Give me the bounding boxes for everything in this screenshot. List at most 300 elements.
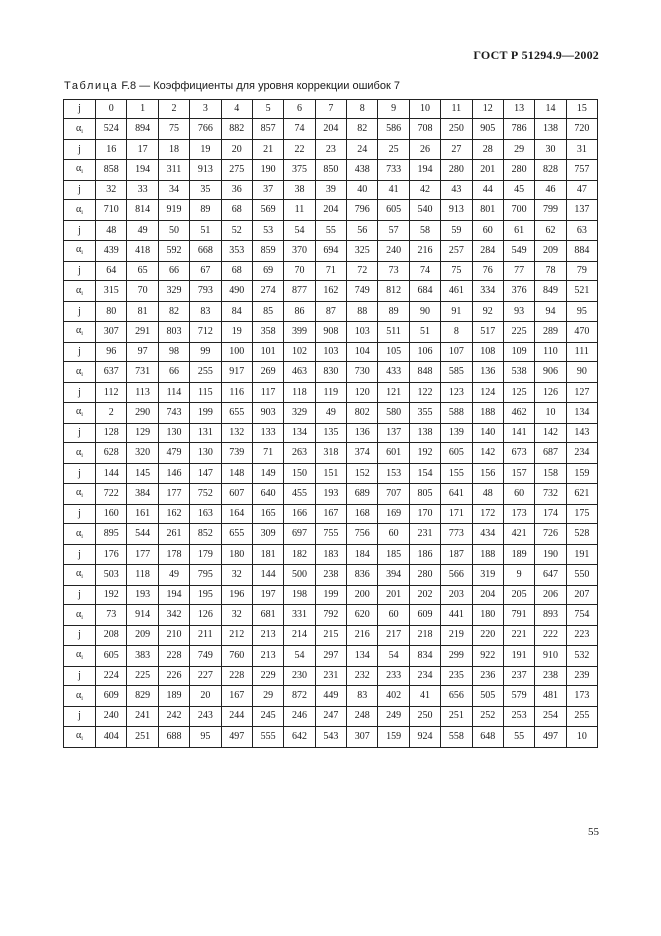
table-cell-alpha: 621 — [566, 483, 597, 504]
table-cell-j: 17 — [127, 140, 158, 159]
table-cell-j: 89 — [378, 302, 409, 321]
table-cell-alpha: 642 — [284, 726, 315, 747]
table-cell-j: 142 — [535, 423, 566, 442]
table-cell-j: 178 — [158, 545, 189, 564]
table-cell-j: 48 — [96, 221, 127, 240]
table-cell-j: 212 — [221, 626, 252, 645]
table-cell-alpha: 609 — [96, 686, 127, 707]
table-cell-j: 192 — [96, 585, 127, 604]
table-cell-alpha: 275 — [221, 159, 252, 180]
table-cell-j: 187 — [441, 545, 472, 564]
table-cell-j: 219 — [441, 626, 472, 645]
table-cell-j: 244 — [221, 707, 252, 726]
table-cell-alpha: 213 — [252, 645, 283, 666]
table-cell-alpha: 648 — [472, 726, 503, 747]
table-cell-alpha: 439 — [96, 240, 127, 261]
alpha-symbol: α — [76, 446, 82, 458]
table-cell-alpha: 449 — [315, 686, 346, 707]
table-cell-alpha: 134 — [566, 402, 597, 423]
alpha-symbol: α — [76, 487, 82, 499]
table-cell-alpha: 355 — [409, 402, 440, 423]
table-cell-j: 117 — [252, 383, 283, 402]
table-cell-j: 120 — [347, 383, 378, 402]
table-cell-j: 42 — [409, 180, 440, 199]
table-cell-j: 123 — [441, 383, 472, 402]
table-cell-j: 125 — [503, 383, 534, 402]
table-cell-j: 63 — [566, 221, 597, 240]
table-cell-j: 147 — [190, 464, 221, 483]
table-cell-alpha: 138 — [535, 119, 566, 140]
table-cell-alpha: 749 — [347, 281, 378, 302]
table-cell-j: 230 — [284, 666, 315, 685]
table-cell-alpha: 250 — [441, 119, 472, 140]
table-cell-j: 37 — [252, 180, 283, 199]
table-cell-alpha: 204 — [315, 119, 346, 140]
table-cell-j: 54 — [284, 221, 315, 240]
row-label-j: j — [64, 464, 96, 483]
table-cell-j: 99 — [190, 342, 221, 361]
table-cell-j: 255 — [566, 707, 597, 726]
table-cell-alpha: 60 — [378, 605, 409, 626]
table-cell-j: 70 — [284, 261, 315, 280]
table-cell-alpha: 754 — [566, 605, 597, 626]
table-cell-alpha: 792 — [315, 605, 346, 626]
table-cell-alpha: 712 — [190, 321, 221, 342]
table-row-j — [64, 100, 598, 119]
table-cell-alpha: 90 — [566, 362, 597, 383]
alpha-symbol: α — [76, 649, 82, 661]
table-cell-j: 196 — [221, 585, 252, 604]
table-cell-alpha: 49 — [315, 402, 346, 423]
table-cell-j: 122 — [409, 383, 440, 402]
table-cell-alpha: 329 — [158, 281, 189, 302]
table-row-alpha — [64, 443, 598, 464]
table-cell-j: 232 — [347, 666, 378, 685]
table-cell-j: 195 — [190, 585, 221, 604]
table-row-alpha — [64, 605, 598, 626]
table-cell-j: 18 — [158, 140, 189, 159]
alpha-symbol: α — [76, 689, 82, 701]
table-cell-j: 115 — [190, 383, 221, 402]
table-cell-j: 47 — [566, 180, 597, 199]
table-cell-alpha: 656 — [441, 686, 472, 707]
table-cell-j: 246 — [284, 707, 315, 726]
table-cell-alpha: 852 — [190, 524, 221, 545]
table-cell-j: 101 — [252, 342, 283, 361]
table-cell-alpha: 311 — [158, 159, 189, 180]
table-cell-alpha: 500 — [284, 564, 315, 585]
table-cell-j: 154 — [409, 464, 440, 483]
table-cell-j: 138 — [409, 423, 440, 442]
row-label-alpha — [64, 159, 96, 180]
table-cell-j: 12 — [472, 100, 503, 119]
table-cell-alpha: 180 — [472, 605, 503, 626]
table-cell-alpha: 10 — [566, 726, 597, 747]
table-row-j — [64, 302, 598, 321]
table-cell-alpha: 497 — [535, 726, 566, 747]
table-cell-alpha: 592 — [158, 240, 189, 261]
table-cell-j: 55 — [315, 221, 346, 240]
alpha-subscript: i — [81, 128, 83, 135]
table-cell-alpha: 760 — [221, 645, 252, 666]
table-cell-j: 105 — [378, 342, 409, 361]
table-cell-j: 163 — [190, 504, 221, 523]
table-cell-j: 95 — [566, 302, 597, 321]
row-label-alpha — [64, 402, 96, 423]
table-cell-j: 233 — [378, 666, 409, 685]
table-cell-alpha: 32 — [221, 605, 252, 626]
table-cell-j: 129 — [127, 423, 158, 442]
table-cell-j: 216 — [347, 626, 378, 645]
table-cell-alpha: 83 — [347, 686, 378, 707]
alpha-symbol: α — [76, 730, 82, 742]
table-cell-alpha: 438 — [347, 159, 378, 180]
table-cell-j: 45 — [503, 180, 534, 199]
table-cell-alpha: 234 — [566, 443, 597, 464]
table-cell-j: 179 — [190, 545, 221, 564]
table-cell-j: 73 — [378, 261, 409, 280]
table-cell-j: 146 — [158, 464, 189, 483]
alpha-subscript: i — [81, 614, 83, 621]
table-cell-j: 245 — [252, 707, 283, 726]
table-cell-j: 67 — [190, 261, 221, 280]
table-cell-alpha: 588 — [441, 402, 472, 423]
table-cell-j: 200 — [347, 585, 378, 604]
table-cell-alpha: 922 — [472, 645, 503, 666]
table-cell-j: 189 — [503, 545, 534, 564]
table-cell-alpha: 209 — [535, 240, 566, 261]
row-label-alpha — [64, 240, 96, 261]
table-cell-j: 166 — [284, 504, 315, 523]
table-cell-j: 16 — [96, 140, 127, 159]
table-cell-j: 30 — [535, 140, 566, 159]
table-cell-j: 183 — [315, 545, 346, 564]
table-cell-alpha: 89 — [190, 200, 221, 221]
table-cell-alpha: 503 — [96, 564, 127, 585]
table-cell-alpha: 144 — [252, 564, 283, 585]
table-row-j — [64, 504, 598, 523]
table-cell-alpha: 51 — [409, 321, 440, 342]
table-row-alpha — [64, 159, 598, 180]
table-cell-j: 211 — [190, 626, 221, 645]
table-cell-alpha: 543 — [315, 726, 346, 747]
table-cell-alpha: 329 — [284, 402, 315, 423]
table-cell-alpha: 320 — [127, 443, 158, 464]
table-cell-j: 104 — [347, 342, 378, 361]
table-cell-j: 35 — [190, 180, 221, 199]
table-cell-j: 150 — [284, 464, 315, 483]
table-cell-j: 114 — [158, 383, 189, 402]
table-cell-j: 157 — [503, 464, 534, 483]
table-cell-j: 167 — [315, 504, 346, 523]
table-cell-j: 118 — [284, 383, 315, 402]
table-cell-alpha: 73 — [96, 605, 127, 626]
table-cell-alpha: 673 — [503, 443, 534, 464]
table-cell-alpha: 418 — [127, 240, 158, 261]
table-cell-j: 225 — [127, 666, 158, 685]
table-cell-alpha: 75 — [158, 119, 189, 140]
table-cell-j: 190 — [535, 545, 566, 564]
table-cell-alpha: 569 — [252, 200, 283, 221]
table-cell-alpha: 479 — [158, 443, 189, 464]
alpha-symbol: α — [76, 325, 82, 337]
table-cell-alpha: 752 — [190, 483, 221, 504]
alpha-symbol: α — [76, 244, 82, 256]
row-label-alpha — [64, 200, 96, 221]
table-cell-alpha: 48 — [472, 483, 503, 504]
table-cell-j: 177 — [127, 545, 158, 564]
table-cell-j: 208 — [96, 626, 127, 645]
table-cell-j: 140 — [472, 423, 503, 442]
table-cell-j: 188 — [472, 545, 503, 564]
table-cell-alpha: 291 — [127, 321, 158, 342]
table-cell-j: 38 — [284, 180, 315, 199]
table-cell-alpha: 511 — [378, 321, 409, 342]
row-label-j: j — [64, 545, 96, 564]
table-row-j — [64, 707, 598, 726]
table-cell-alpha: 605 — [96, 645, 127, 666]
table-cell-alpha: 280 — [409, 564, 440, 585]
coefficients-table — [63, 99, 598, 748]
table-cell-j: 131 — [190, 423, 221, 442]
table-cell-alpha: 749 — [190, 645, 221, 666]
table-cell-alpha: 580 — [378, 402, 409, 423]
table-cell-alpha: 684 — [409, 281, 440, 302]
table-row-alpha — [64, 119, 598, 140]
table-cell-j: 224 — [96, 666, 127, 685]
table-cell-alpha: 274 — [252, 281, 283, 302]
table-cell-alpha: 872 — [284, 686, 315, 707]
table-cell-j: 56 — [347, 221, 378, 240]
table-cell-alpha: 505 — [472, 686, 503, 707]
table-cell-alpha: 893 — [535, 605, 566, 626]
table-cell-j: 222 — [535, 626, 566, 645]
table-row-j — [64, 545, 598, 564]
alpha-symbol: α — [76, 568, 82, 580]
table-row-j — [64, 342, 598, 361]
table-cell-alpha: 8 — [441, 321, 472, 342]
table-cell-alpha: 334 — [472, 281, 503, 302]
table-cell-j: 247 — [315, 707, 346, 726]
table-cell-j: 74 — [409, 261, 440, 280]
table-cell-alpha: 710 — [96, 200, 127, 221]
table-cell-j: 36 — [221, 180, 252, 199]
table-cell-alpha: 137 — [566, 200, 597, 221]
table-cell-alpha: 720 — [566, 119, 597, 140]
table-cell-alpha: 70 — [127, 281, 158, 302]
table-cell-alpha: 190 — [252, 159, 283, 180]
table-cell-alpha: 801 — [472, 200, 503, 221]
table-cell-j: 10 — [409, 100, 440, 119]
table-cell-j: 124 — [472, 383, 503, 402]
table-cell-alpha: 802 — [347, 402, 378, 423]
table-cell-alpha: 269 — [252, 362, 283, 383]
table-cell-alpha: 66 — [158, 362, 189, 383]
table-cell-j: 176 — [96, 545, 127, 564]
table-cell-j: 23 — [315, 140, 346, 159]
row-label-alpha — [64, 443, 96, 464]
table-cell-alpha: 2 — [96, 402, 127, 423]
table-cell-alpha: 402 — [378, 686, 409, 707]
table-cell-j: 242 — [158, 707, 189, 726]
table-cell-alpha: 126 — [190, 605, 221, 626]
table-cell-j: 46 — [535, 180, 566, 199]
table-cell-alpha: 189 — [158, 686, 189, 707]
table-cell-j: 229 — [252, 666, 283, 685]
table-cell-j: 209 — [127, 626, 158, 645]
row-label-j: j — [64, 302, 96, 321]
table-cell-alpha: 521 — [566, 281, 597, 302]
table-cell-alpha: 399 — [284, 321, 315, 342]
table-cell-alpha: 796 — [347, 200, 378, 221]
table-cell-alpha: 544 — [127, 524, 158, 545]
table-cell-alpha: 755 — [315, 524, 346, 545]
row-label-j: j — [64, 221, 96, 240]
table-cell-j: 170 — [409, 504, 440, 523]
table-cell-alpha: 74 — [284, 119, 315, 140]
table-cell-alpha: 307 — [347, 726, 378, 747]
table-cell-alpha: 919 — [158, 200, 189, 221]
table-cell-alpha: 60 — [503, 483, 534, 504]
table-cell-alpha: 263 — [284, 443, 315, 464]
table-cell-j: 121 — [378, 383, 409, 402]
table-cell-alpha: 41 — [409, 686, 440, 707]
table-cell-j: 65 — [127, 261, 158, 280]
table-cell-j: 243 — [190, 707, 221, 726]
table-cell-alpha: 628 — [96, 443, 127, 464]
row-label-j: j — [64, 261, 96, 280]
table-cell-alpha: 383 — [127, 645, 158, 666]
row-label-alpha — [64, 605, 96, 626]
alpha-symbol: α — [76, 163, 82, 175]
row-label-alpha — [64, 524, 96, 545]
table-cell-j: 135 — [315, 423, 346, 442]
table-cell-alpha: 299 — [441, 645, 472, 666]
table-cell-alpha: 188 — [472, 402, 503, 423]
table-cell-alpha: 280 — [503, 159, 534, 180]
table-cell-alpha: 566 — [441, 564, 472, 585]
table-cell-j: 49 — [127, 221, 158, 240]
table-cell-j: 137 — [378, 423, 409, 442]
table-cell-alpha: 55 — [503, 726, 534, 747]
table-cell-alpha: 799 — [535, 200, 566, 221]
table-row-alpha — [64, 524, 598, 545]
table-cell-j: 91 — [441, 302, 472, 321]
table-cell-j: 236 — [472, 666, 503, 685]
table-cell-j: 172 — [472, 504, 503, 523]
table-cell-alpha: 579 — [503, 686, 534, 707]
table-cell-j: 80 — [96, 302, 127, 321]
table-row-j — [64, 180, 598, 199]
table-cell-j: 162 — [158, 504, 189, 523]
alpha-subscript: i — [81, 250, 83, 257]
table-cell-alpha: 550 — [566, 564, 597, 585]
table-cell-j: 111 — [566, 342, 597, 361]
table-cell-alpha: 733 — [378, 159, 409, 180]
table-cell-j: 141 — [503, 423, 534, 442]
table-cell-j: 96 — [96, 342, 127, 361]
table-cell-j: 119 — [315, 383, 346, 402]
caption-text: F.8 — Коэффициенты для уровня коррекции ошибок 7 — [121, 80, 400, 92]
table-cell-alpha: 54 — [378, 645, 409, 666]
table-cell-alpha: 29 — [252, 686, 283, 707]
table-cell-j: 153 — [378, 464, 409, 483]
table-cell-alpha: 49 — [158, 564, 189, 585]
row-label-alpha — [64, 321, 96, 342]
row-label-alpha — [64, 645, 96, 666]
table-cell-j: 204 — [472, 585, 503, 604]
table-cell-j: 13 — [503, 100, 534, 119]
table-cell-alpha: 461 — [441, 281, 472, 302]
alpha-subscript: i — [81, 655, 83, 662]
table-cell-j: 227 — [190, 666, 221, 685]
table-cell-alpha: 697 — [284, 524, 315, 545]
table-cell-alpha: 857 — [252, 119, 283, 140]
table-cell-alpha: 375 — [284, 159, 315, 180]
table-cell-alpha: 607 — [221, 483, 252, 504]
table-cell-alpha: 532 — [566, 645, 597, 666]
table-cell-j: 126 — [535, 383, 566, 402]
table-cell-j: 221 — [503, 626, 534, 645]
table-cell-alpha: 895 — [96, 524, 127, 545]
table-cell-alpha: 585 — [441, 362, 472, 383]
row-label-alpha — [64, 686, 96, 707]
table-cell-j: 159 — [566, 464, 597, 483]
table-cell-alpha: 524 — [96, 119, 127, 140]
table-cell-alpha: 894 — [127, 119, 158, 140]
table-cell-j: 168 — [347, 504, 378, 523]
table-cell-j: 193 — [127, 585, 158, 604]
table-cell-alpha: 384 — [127, 483, 158, 504]
table-cell-j: 164 — [221, 504, 252, 523]
table-cell-j: 213 — [252, 626, 283, 645]
table-cell-alpha: 251 — [127, 726, 158, 747]
table-cell-alpha: 882 — [221, 119, 252, 140]
table-cell-alpha: 118 — [127, 564, 158, 585]
table-cell-j: 239 — [566, 666, 597, 685]
table-cell-alpha: 82 — [347, 119, 378, 140]
table-cell-alpha: 914 — [127, 605, 158, 626]
row-label-alpha — [64, 119, 96, 140]
table-cell-alpha: 255 — [190, 362, 221, 383]
alpha-subscript: i — [81, 736, 83, 743]
table-cell-alpha: 20 — [190, 686, 221, 707]
table-cell-alpha: 194 — [409, 159, 440, 180]
table-cell-alpha: 726 — [535, 524, 566, 545]
table-cell-alpha: 848 — [409, 362, 440, 383]
table-cell-alpha: 463 — [284, 362, 315, 383]
table-cell-j: 198 — [284, 585, 315, 604]
table-cell-j: 71 — [315, 261, 346, 280]
table-cell-j: 237 — [503, 666, 534, 685]
table-cell-alpha: 812 — [378, 281, 409, 302]
table-cell-j: 234 — [409, 666, 440, 685]
table-cell-j: 107 — [441, 342, 472, 361]
table-cell-alpha: 441 — [441, 605, 472, 626]
table-cell-alpha: 134 — [347, 645, 378, 666]
table-cell-j: 50 — [158, 221, 189, 240]
table-cell-j: 149 — [252, 464, 283, 483]
table-cell-alpha: 173 — [566, 686, 597, 707]
table-cell-alpha: 791 — [503, 605, 534, 626]
row-label-j: j — [64, 585, 96, 604]
table-cell-alpha: 805 — [409, 483, 440, 504]
table-cell-alpha: 687 — [535, 443, 566, 464]
table-cell-j: 210 — [158, 626, 189, 645]
table-cell-j: 3 — [190, 100, 221, 119]
table-cell-alpha: 773 — [441, 524, 472, 545]
table-cell-alpha: 640 — [252, 483, 283, 504]
